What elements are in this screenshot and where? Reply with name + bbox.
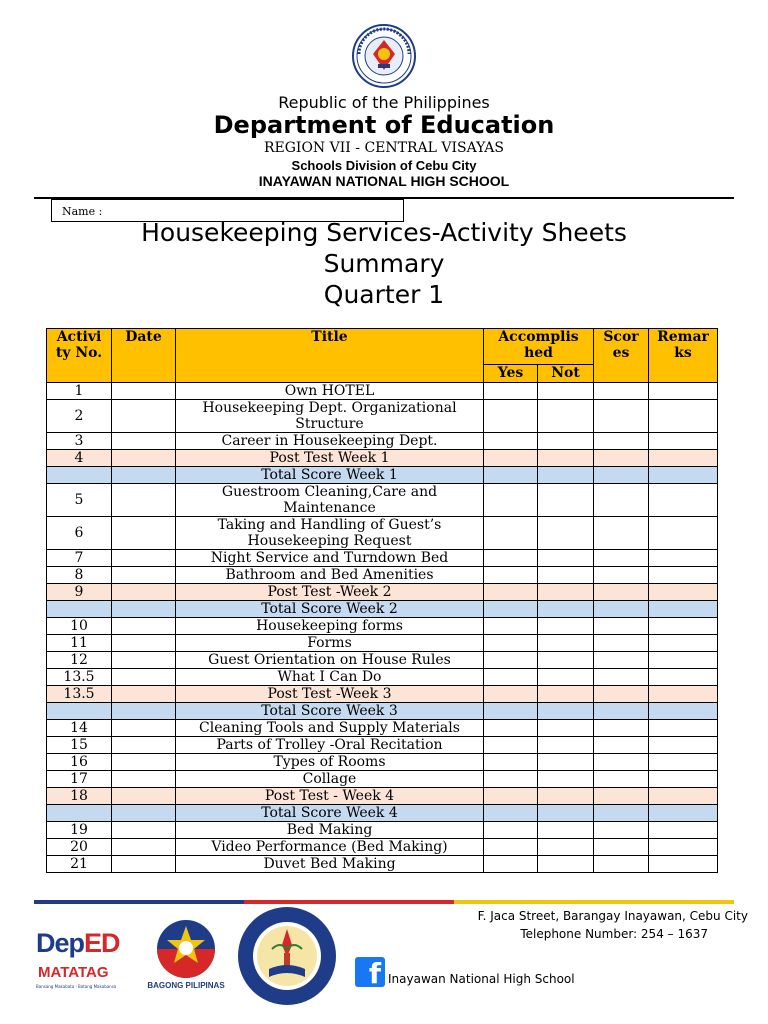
date-cell[interactable] (112, 822, 176, 839)
date-cell[interactable] (112, 856, 176, 873)
activity-title-cell: Career in Housekeeping Dept. (176, 433, 484, 450)
activity-title-cell: Post Test Week 1 (176, 450, 484, 467)
accomplished-yes-cell[interactable] (484, 737, 538, 754)
score-cell[interactable] (594, 467, 649, 484)
header-remarks: Remar ks (649, 329, 718, 383)
header-yes: Yes (484, 365, 538, 383)
accomplished-not-cell[interactable] (538, 669, 594, 686)
activity-row (47, 484, 718, 517)
accomplished-yes-cell[interactable] (484, 686, 538, 703)
post-test-row (47, 686, 718, 703)
activity-row (47, 618, 718, 635)
header-date: Date (112, 329, 176, 383)
accomplished-yes-cell[interactable] (484, 484, 538, 517)
accomplished-yes-cell[interactable] (484, 839, 538, 856)
republic-heading: Republic of the Philippines (278, 93, 490, 112)
activity-row (47, 400, 718, 433)
date-cell[interactable] (112, 400, 176, 433)
activity-no-cell: 21 (47, 856, 112, 873)
score-cell[interactable] (594, 567, 649, 584)
name-label: Name : (62, 205, 103, 218)
date-cell[interactable] (112, 601, 176, 618)
score-cell[interactable] (594, 383, 649, 400)
score-cell[interactable] (594, 754, 649, 771)
score-cell[interactable] (594, 771, 649, 788)
remarks-cell[interactable] (649, 703, 718, 720)
date-cell[interactable] (112, 433, 176, 450)
date-cell[interactable] (112, 635, 176, 652)
school-contact-block (400, 907, 750, 943)
activity-no-cell: 16 (47, 754, 112, 771)
remarks-cell[interactable] (649, 788, 718, 805)
activity-no-cell: 7 (47, 550, 112, 567)
department-heading: Department of Education (213, 111, 555, 139)
activity-no-cell: 10 (47, 618, 112, 635)
activity-no-cell: 18 (47, 788, 112, 805)
date-cell[interactable] (112, 484, 176, 517)
bagong-pilipinas-logo (145, 918, 227, 994)
remarks-cell[interactable] (649, 805, 718, 822)
activity-row (47, 567, 718, 584)
accomplished-yes-cell[interactable] (484, 618, 538, 635)
accomplished-yes-cell[interactable] (484, 652, 538, 669)
activity-row (47, 754, 718, 771)
activity-title-cell: Post Test -Week 3 (176, 686, 484, 703)
activity-row (47, 652, 718, 669)
activity-title-cell: Total Score Week 2 (176, 601, 484, 618)
date-cell[interactable] (112, 567, 176, 584)
accomplished-yes-cell[interactable] (484, 383, 538, 400)
remarks-cell[interactable] (649, 720, 718, 737)
score-cell[interactable] (594, 856, 649, 873)
date-cell[interactable] (112, 805, 176, 822)
accomplished-not-cell[interactable] (538, 484, 594, 517)
activity-no-cell: 14 (47, 720, 112, 737)
activity-row (47, 517, 718, 550)
score-cell[interactable] (594, 400, 649, 433)
date-cell[interactable] (112, 703, 176, 720)
division-heading: Schools Division of Cebu City (291, 158, 477, 173)
region-heading: REGION VII - CENTRAL VISAYAS (263, 140, 504, 156)
remarks-cell[interactable] (649, 567, 718, 584)
activity-no-cell: 3 (47, 433, 112, 450)
accomplished-not-cell[interactable] (538, 383, 594, 400)
activity-no-cell (47, 805, 112, 822)
accomplished-yes-cell[interactable] (484, 856, 538, 873)
remarks-cell[interactable] (649, 686, 718, 703)
score-cell[interactable] (594, 686, 649, 703)
date-cell[interactable] (112, 686, 176, 703)
score-cell[interactable] (594, 788, 649, 805)
remarks-cell[interactable] (649, 737, 718, 754)
activity-no-cell: 5 (47, 484, 112, 517)
activity-no-cell: 4 (47, 450, 112, 467)
remarks-cell[interactable] (649, 517, 718, 550)
activity-title-cell: Own HOTEL (176, 383, 484, 400)
date-cell[interactable] (112, 517, 176, 550)
score-cell[interactable] (594, 433, 649, 450)
score-cell[interactable] (594, 550, 649, 567)
activity-summary-table (46, 328, 718, 873)
deped-seal-logo (347, 24, 421, 88)
date-cell[interactable] (112, 771, 176, 788)
score-cell[interactable] (594, 720, 649, 737)
activity-title-cell: What I Can Do (176, 669, 484, 686)
school-heading: INAYAWAN NATIONAL HIGH SCHOOL (258, 173, 510, 189)
accomplished-not-cell[interactable] (538, 703, 594, 720)
activity-title-cell: Collage (176, 771, 484, 788)
bagong-pilipinas-emblem-icon (145, 918, 227, 980)
activity-no-cell: 11 (47, 635, 112, 652)
remarks-cell[interactable] (649, 754, 718, 771)
sheet-title-line2: Summary (323, 249, 445, 278)
header-title: Title (176, 329, 484, 383)
accomplished-not-cell[interactable] (538, 754, 594, 771)
activity-title-cell: Duvet Bed Making (176, 856, 484, 873)
activity-no-cell: 6 (47, 517, 112, 550)
activity-title-cell: Bathroom and Bed Amenities (176, 567, 484, 584)
accomplished-not-cell[interactable] (538, 822, 594, 839)
deped-wordmark: DepED (36, 928, 120, 958)
deped-matatag-logo (36, 928, 134, 994)
score-cell[interactable] (594, 618, 649, 635)
activity-no-cell: 8 (47, 567, 112, 584)
remarks-cell[interactable] (649, 467, 718, 484)
remarks-cell[interactable] (649, 433, 718, 450)
accomplished-yes-cell[interactable] (484, 788, 538, 805)
score-cell[interactable] (594, 737, 649, 754)
score-cell[interactable] (594, 450, 649, 467)
remarks-cell[interactable] (649, 484, 718, 517)
accomplished-not-cell[interactable] (538, 433, 594, 450)
remarks-cell[interactable] (649, 383, 718, 400)
score-cell[interactable] (594, 839, 649, 856)
facebook-icon[interactable]: f (355, 957, 385, 987)
remarks-cell[interactable] (649, 771, 718, 788)
header-not: Not (538, 365, 594, 383)
date-cell[interactable] (112, 737, 176, 754)
accomplished-yes-cell[interactable] (484, 567, 538, 584)
accomplished-not-cell[interactable] (538, 856, 594, 873)
score-cell[interactable] (594, 484, 649, 517)
remarks-cell[interactable] (649, 450, 718, 467)
activity-no-cell: 15 (47, 737, 112, 754)
activity-title-cell: Post Test -Week 2 (176, 584, 484, 601)
score-cell[interactable] (594, 635, 649, 652)
activity-row (47, 383, 718, 400)
activity-title-cell: Video Performance (Bed Making) (176, 839, 484, 856)
accomplished-yes-cell[interactable] (484, 771, 538, 788)
activity-row (47, 433, 718, 450)
post-test-row (47, 788, 718, 805)
accomplished-not-cell[interactable] (538, 567, 594, 584)
school-telephone: Telephone Number: 254 – 1637 (520, 927, 708, 941)
accomplished-yes-cell[interactable] (484, 550, 538, 567)
accomplished-yes-cell[interactable] (484, 601, 538, 618)
accomplished-not-cell[interactable] (538, 788, 594, 805)
post-test-row (47, 450, 718, 467)
remarks-cell[interactable] (649, 839, 718, 856)
post-test-row (47, 584, 718, 601)
activity-no-cell: 9 (47, 584, 112, 601)
accomplished-not-cell[interactable] (538, 805, 594, 822)
remarks-cell[interactable] (649, 652, 718, 669)
facebook-page-name[interactable]: Inayawan National High School (388, 972, 575, 986)
activity-row (47, 822, 718, 839)
accomplished-yes-cell[interactable] (484, 584, 538, 601)
activity-title-cell: Taking and Handling of Guest’s Housekeeping Request (176, 517, 484, 550)
activity-no-cell: 19 (47, 822, 112, 839)
remarks-cell[interactable] (649, 635, 718, 652)
school-address: F. Jaca Street, Barangay Inayawan, Cebu City (477, 909, 748, 923)
accomplished-not-cell[interactable] (538, 450, 594, 467)
sheet-title-line1: Housekeeping Services-Activity Sheets (141, 218, 627, 247)
activity-no-cell: 17 (47, 771, 112, 788)
activity-title-cell: Total Score Week 3 (176, 703, 484, 720)
activity-title-cell: Night Service and Turndown Bed (176, 550, 484, 567)
accomplished-yes-cell[interactable] (484, 450, 538, 467)
remarks-cell[interactable] (649, 400, 718, 433)
activity-row (47, 669, 718, 686)
activity-row (47, 839, 718, 856)
activity-row (47, 771, 718, 788)
score-cell[interactable] (594, 822, 649, 839)
sheet-title-line3: Quarter 1 (323, 280, 445, 309)
activity-no-cell: 2 (47, 400, 112, 433)
remarks-cell[interactable] (649, 669, 718, 686)
accomplished-not-cell[interactable] (538, 467, 594, 484)
accomplished-yes-cell[interactable] (484, 467, 538, 484)
activity-title-cell: Housekeeping Dept. Organizational Structure (176, 400, 484, 433)
accomplished-yes-cell[interactable] (484, 433, 538, 450)
date-cell[interactable] (112, 669, 176, 686)
inayawan-school-seal-logo (236, 905, 338, 1007)
total-score-row (47, 467, 718, 484)
accomplished-yes-cell[interactable] (484, 720, 538, 737)
accomplished-yes-cell[interactable] (484, 754, 538, 771)
activity-no-cell (47, 703, 112, 720)
accomplished-not-cell[interactable] (538, 686, 594, 703)
activity-no-cell (47, 601, 112, 618)
activity-title-cell: Types of Rooms (176, 754, 484, 771)
accomplished-yes-cell[interactable] (484, 400, 538, 433)
accomplished-not-cell[interactable] (538, 720, 594, 737)
score-cell[interactable] (594, 584, 649, 601)
score-cell[interactable] (594, 703, 649, 720)
activity-row (47, 550, 718, 567)
activity-row (47, 720, 718, 737)
remarks-cell[interactable] (649, 822, 718, 839)
activity-title-cell: Guest Orientation on House Rules (176, 652, 484, 669)
accomplished-not-cell[interactable] (538, 635, 594, 652)
activity-no-cell: 1 (47, 383, 112, 400)
score-cell[interactable] (594, 669, 649, 686)
footer-color-bar (34, 900, 734, 904)
activity-title-cell: Total Score Week 4 (176, 805, 484, 822)
accomplished-not-cell[interactable] (538, 517, 594, 550)
accomplished-not-cell[interactable] (538, 618, 594, 635)
header-activity-no: Activi ty No. (47, 329, 112, 383)
remarks-cell[interactable] (649, 584, 718, 601)
activity-title-cell: Parts of Trolley -Oral Recitation (176, 737, 484, 754)
date-cell[interactable] (112, 720, 176, 737)
activity-no-cell: 13.5 (47, 686, 112, 703)
activity-no-cell: 13.5 (47, 669, 112, 686)
accomplished-not-cell[interactable] (538, 601, 594, 618)
score-cell[interactable] (594, 652, 649, 669)
accomplished-yes-cell[interactable] (484, 703, 538, 720)
date-cell[interactable] (112, 584, 176, 601)
date-cell[interactable] (112, 550, 176, 567)
activity-title-cell: Total Score Week 1 (176, 467, 484, 484)
accomplished-not-cell[interactable] (538, 550, 594, 567)
header-accomplished: Accomplis hed (484, 329, 594, 365)
total-score-row (47, 601, 718, 618)
accomplished-yes-cell[interactable] (484, 635, 538, 652)
date-cell[interactable] (112, 450, 176, 467)
date-cell[interactable] (112, 652, 176, 669)
score-cell[interactable] (594, 601, 649, 618)
score-cell[interactable] (594, 517, 649, 550)
activity-row (47, 737, 718, 754)
accomplished-yes-cell[interactable] (484, 669, 538, 686)
accomplished-not-cell[interactable] (538, 652, 594, 669)
matatag-wordmark: MATATAG (38, 964, 109, 981)
total-score-row (47, 703, 718, 720)
date-cell[interactable] (112, 383, 176, 400)
activity-no-cell (47, 467, 112, 484)
date-cell[interactable] (112, 467, 176, 484)
date-cell[interactable] (112, 618, 176, 635)
activity-no-cell: 20 (47, 839, 112, 856)
accomplished-not-cell[interactable] (538, 737, 594, 754)
accomplished-yes-cell[interactable] (484, 517, 538, 550)
accomplished-not-cell[interactable] (538, 400, 594, 433)
bagong-pilipinas-caption: BAGONG PILIPINAS (147, 981, 225, 990)
activity-row (47, 856, 718, 873)
remarks-cell[interactable] (649, 550, 718, 567)
activity-row (47, 635, 718, 652)
activity-title-cell: Cleaning Tools and Supply Materials (176, 720, 484, 737)
accomplished-yes-cell[interactable] (484, 822, 538, 839)
accomplished-not-cell[interactable] (538, 584, 594, 601)
date-cell[interactable] (112, 788, 176, 805)
accomplished-not-cell[interactable] (538, 771, 594, 788)
accomplished-not-cell[interactable] (538, 839, 594, 856)
score-cell[interactable] (594, 805, 649, 822)
activity-title-cell: Housekeeping forms (176, 618, 484, 635)
activity-title-cell: Guestroom Cleaning,Care and Maintenance (176, 484, 484, 517)
remarks-cell[interactable] (649, 618, 718, 635)
accomplished-yes-cell[interactable] (484, 805, 538, 822)
activity-title-cell: Bed Making (176, 822, 484, 839)
total-score-row (47, 805, 718, 822)
deped-tagline: Bansang Makabata · Batang Makabansa (36, 984, 117, 989)
remarks-cell[interactable] (649, 856, 718, 873)
header-scores: Scor es (594, 329, 649, 383)
date-cell[interactable] (112, 754, 176, 771)
activity-title-cell: Forms (176, 635, 484, 652)
date-cell[interactable] (112, 839, 176, 856)
activity-title-cell: Post Test - Week 4 (176, 788, 484, 805)
activity-no-cell: 12 (47, 652, 112, 669)
remarks-cell[interactable] (649, 601, 718, 618)
